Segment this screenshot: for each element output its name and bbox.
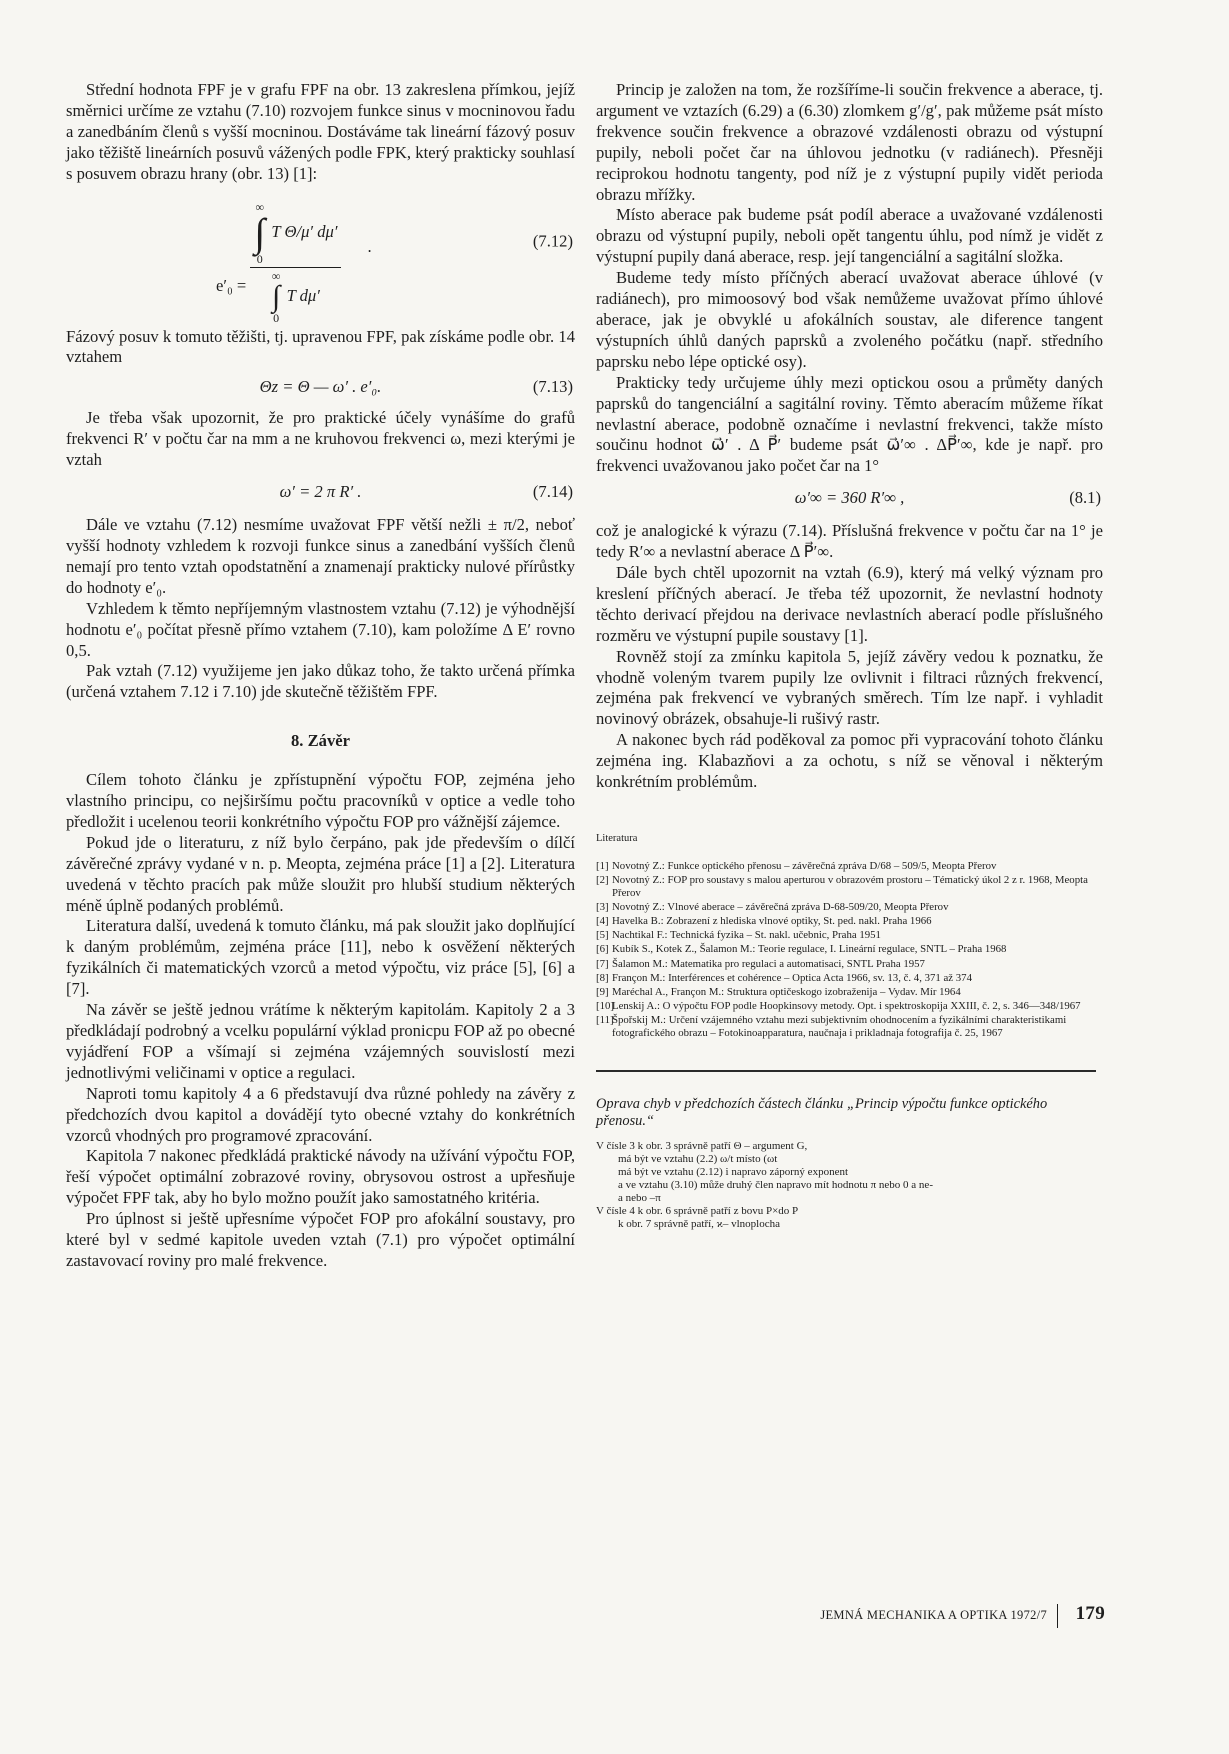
equation-7-13	[66, 374, 575, 400]
correction-line: k obr. 7 správně patří, ϰ– vlnoplocha	[596, 1218, 780, 1231]
correction-line: a nebo –π	[596, 1192, 661, 1205]
denominator-expression: T dμ′	[286, 285, 320, 305]
reference-number: [4]	[596, 915, 609, 928]
reference-text: Havelka B.: Zobrazení z hlediska vlnové optiky, St. ped. nakl. Praha 1966	[612, 915, 932, 928]
reference-item	[596, 929, 1103, 942]
equation-number: (7.13)	[532, 377, 573, 397]
equation-number: (7.14)	[532, 482, 573, 502]
equation-expression: Θz = Θ — ω′ . e′₀.	[259, 377, 382, 397]
reference-item	[596, 943, 1103, 956]
paragraph: Literatura další, uvedená k tomuto článku, má pak sloužit jako doplňující k daným problémům, zejména práce [11], nebo k osvěžení některých fyzikálních či matematických vzorců a metod výpočtu, viz práce [5], [6] a [7].	[66, 916, 575, 999]
paragraph: Dále bych chtěl upozornit na vztah (6.9), který má velký význam pro kreslení příčných aberací. Je třeba též upozornit, že nevlastní hodnoty těchto derivací přejdou na derivace nevlastních aberací podle příslušného rozměru ve výstupní pupile soustavy [1].	[596, 563, 1103, 645]
journal-title: JEMNÁ MECHANIKA A OPTIKA 1972/7	[820, 1608, 1047, 1622]
reference-text: Šalamon M.: Matematika pro regulaci a automatisaci, SNTL Praha 1957	[612, 957, 925, 970]
page-number: 179	[1075, 1603, 1105, 1624]
reference-number: [3]	[596, 901, 609, 914]
correction-title: Oprava chyb v předchozích částech článku „Princip výpočtu funkce optického přenosu.“	[596, 1096, 1048, 1130]
integral-sign: ∫	[254, 209, 266, 255]
reference-text: Maréchal A., Françon M.: Struktura optičeskogo izobraženija – Vydav. Mír 1964	[612, 985, 961, 998]
paragraph: Prakticky tedy určujeme úhly mezi optickou osou a průměty daných paprsků do tangenciální a sagitální roviny. Těmto aberacím můžeme říkat nevlastní aberace, podobně označíme i nevlastní frekvenci, takže místo součinu hodnot ω⃗′ . Δ P⃗′ budeme psát ω⃗′∞ . ΔP⃗′∞, kde je např. pro frekvenci uvažovanou jako počet čar na 1°	[596, 372, 1103, 476]
paragraph: Fázový posuv k tomuto těžišti, tj. upravenou FPF, pak získáme podle obr. 14 vztahem	[66, 326, 575, 367]
paragraph: Pak vztah (7.12) využijeme jen jako důkaz toho, že takto určená přímka (určená vztahem 7.12 i 7.10) jde skutečně těžištěm FPF.	[66, 661, 575, 702]
integral-lower-limit: 0	[273, 310, 280, 325]
reference-text: Špořskij M.: Určení vzájemného vztahu mezi subjektivním ohodnocením a fyzikálními charakteristikami fotografického obrazu – Fotokinoapparatura, naučnaja i prikladnaja fotografija č. 25, 1967	[612, 1013, 1067, 1040]
reference-item	[596, 1000, 1103, 1013]
paragraph: Princip je založen na tom, že rozšíříme-li součin frekvence a aberace, tj. argument ve vztazích (6.29) a (6.30) zlomkem g′/g′, pak můžeme psát místo frekvence součin frekvence a obrazové vzdálenosti obrazu od výstupní pupily, neboli počet čar na úhlovou jednotku (v radiánech). Přesněji reciprokou hodnotu tangenty, pod níž je z výstupní pupily vidět perioda obrazu mřížky.	[596, 80, 1103, 204]
correction-line: má být ve vztahu (2.2) ω/t místo (ωt	[596, 1153, 778, 1166]
reference-number: [5]	[596, 929, 609, 942]
paragraph: Budeme tedy místo příčných aberací uvažovat aberace úhlové (v radiánech), pro mimoosový bod však nemůžeme uvažovat přímo úhlové aberace, jak je obvyklé u afokálních soustav, ale diference tangent výstupních úhlů daných paprsků a zvoleného počátku (např. středního paprsku nebo lépe optické osy).	[596, 268, 1103, 371]
reference-item	[596, 874, 1103, 900]
reference-number: [11]	[596, 1013, 614, 1026]
reference-text: Novotný Z.: FOP pro soustavy s malou aperturou v obrazovém prostoru – Tématický úkol 2 z r. 1968, Meopta Přerov	[612, 874, 1088, 900]
divider	[1057, 1604, 1058, 1628]
correction-list	[596, 1140, 1103, 1231]
numerator-expression: T Θ/μ′ dμ′	[271, 221, 338, 241]
reference-text: Lenskij A.: O výpočtu FOP podle Hoopkinsovy metody. Opt. i spektroskopija XXIII, č. 2, s. 346—348/1967	[612, 999, 1081, 1012]
paragraph: A nakonec bych rád poděkoval za pomoc při vypracování tohoto článku zejména ing. Klabazňovi a za ochotu, s níž se věnoval i některým konkrétním problémům.	[596, 730, 1103, 792]
paragraph: Vzhledem k těmto nepříjemným vlastnostem vztahu (7.12) je výhodnější hodnotu e′₀ počítat přesně přímo vztahem (7.10), kam položíme Δ E′ rovno 0,5.	[66, 598, 575, 660]
integral-upper-limit: ∞	[255, 199, 265, 214]
equation-dot: .	[367, 236, 372, 256]
reference-item	[596, 1014, 1103, 1040]
reference-text: Novotný Z.: Funkce optického přenosu – závěrečná zpráva D/68 – 509/5, Meopta Přerov	[612, 859, 997, 872]
reference-text: Françon M.: Interférences et cohérence – Optica Acta 1966, sv. 13, č. 4, 371 až 374	[612, 971, 972, 984]
equation-fraction	[250, 201, 341, 324]
reference-number: [10]	[596, 999, 614, 1012]
reference-item	[596, 901, 1103, 914]
paragraph: Na závěr se ještě jednou vrátíme k některým kapitolám. Kapitoly 2 a 3 předkládají podrobný a vcelku populární výklad pronicpu FOP až po obecné vyjádření FOP a všímají si zejména vzájemných souvislostí mezi jednotlivými veličinami v optice a regulaci.	[66, 1000, 575, 1082]
section-heading: 8. Závěr	[291, 731, 350, 751]
correction-line: V čísle 3 k obr. 3 správně patří Θ – argument G,	[596, 1140, 808, 1153]
paragraph: Rovněž stojí za zmínku kapitola 5, jejíž závěry vedou k poznatku, že vhodně voleným tvarem pupily lze ovlivnit i filtraci různých frekvencí, zejména pak frekvencí ve vybraných směrech. Tím lze např. i vyhladit novinový obrázek, obsahuje-li rušivý rastr.	[596, 646, 1103, 729]
reference-number: [8]	[596, 971, 609, 984]
correction-line: a ve vztahu (3.10) může druhý člen napravo mít hodnotu π nebo 0 a ne-	[596, 1179, 933, 1192]
paragraph: Kapitola 7 nakonec předkládá praktické návody na užívání výpočtu FOP, řeší výpočet optimální zobrazové roviny, obrysovou ostrost a upřesňuje výpočet FPF tak, aby ho bylo možno použít jako samostatného kritéria.	[66, 1146, 575, 1208]
left-column	[66, 80, 575, 1272]
equation-7-14	[66, 477, 575, 507]
equation-expression: ω′∞ = 360 R′∞ ,	[794, 488, 905, 508]
reference-item	[596, 958, 1103, 971]
paragraph: Dále ve vztahu (7.12) nesmíme uvažovat FPF větší nežli ± π/2, neboť vyšší hodnoty vzhledem k rozvoji funkce sinus a zanedbání vyšších členů nemají pro tento vztah opodstatnění a znamenají prakticky nulové přírůstky do hodnoty e′₀.	[66, 515, 575, 597]
paragraph: Místo aberace pak budeme psát podíl aberace a uvažované vzdálenosti obrazu od výstupní pupily, neboli opět tangentu úhlu, pod nímž je vidět z výstupní pupily daná aberace, resp. její tangenciální a sagitální složka.	[596, 205, 1103, 267]
paragraph: Střední hodnota FPF je v grafu FPF na obr. 13 zakreslena přímkou, jejíž směrnici určíme ze vztahu (7.10) rozvojem funkce sinus v mocninovou řadu a zanedbáním členů s vyšší mocninou. Dostáváme tak lineární fázový posuv jako těžiště lineárních posuvů vážených podle FPK, který prakticky souhlasí s posuvem obrazu hrany (obr. 13) [1]:	[66, 80, 575, 183]
right-column	[596, 80, 1103, 1231]
paragraph: což je analogické k výrazu (7.14). Příslušná frekvence v počtu čar na 1° je tedy R′∞ a nevlastní aberace Δ P⃗′∞.	[596, 521, 1103, 562]
integral-upper-limit: ∞	[271, 268, 281, 283]
equation-7-12	[66, 191, 575, 325]
paragraph: Naproti tomu kapitoly 4 a 6 představují dva různé pohledy na závěry z předchozích dvou kapitol a dovádějí tyto obecné vztahy do konkrétních vzorců vhodných pro programové zpracování.	[66, 1083, 575, 1145]
reference-number: [6]	[596, 943, 609, 956]
reference-number: [7]	[596, 957, 609, 970]
reference-item	[596, 986, 1103, 999]
equation-expression: ω′ = 2 π R′ .	[279, 482, 362, 502]
reference-text: Novotný Z.: Vlnové aberace – závěrečná zpráva D-68-509/20, Meopta Přerov	[612, 901, 949, 914]
reference-list	[596, 860, 1103, 1040]
divider	[596, 1070, 1096, 1072]
paragraph: Je třeba však upozornit, že pro praktické účely vynášíme do grafů frekvenci R′ v počtu čar na mm a ne kruhovou frekvenci ω, mezi kterými je vztah	[66, 408, 575, 470]
equation-8-1	[596, 483, 1103, 513]
reference-item	[596, 972, 1103, 985]
paragraph: Pro úplnost si ještě upřesníme výpočet FOP pro afokální soustavy, pro které byl v sedmé kapitole uveden vztah (7.1) pro výpočet optimální zastavovací roviny pro malé frekvence.	[66, 1209, 575, 1270]
reference-item	[596, 860, 1103, 873]
references-title: Literatura	[596, 833, 638, 844]
reference-number: [1]	[596, 859, 609, 872]
integral-lower-limit: 0	[256, 251, 263, 266]
reference-text: Kubík S., Kotek Z., Šalamon M.: Teorie regulace, I. Lineární regulace, SNTL – Praha 1968	[612, 943, 1007, 956]
paragraph: Cílem tohoto článku je zpřístupnění výpočtu FOP, zejména jeho vlastního principu, co nejširšímu počtu pracovníků v optice a vedle toho předložit i ucelenou teorii konkrétního výpočtu FOP pro vážnější zájemce.	[66, 770, 575, 831]
reference-text: Nachtikal F.: Technická fyzika – St. nakl. učebnic, Praha 1951	[612, 929, 881, 942]
integral-sign: ∫	[272, 279, 281, 313]
equation-number: (8.1)	[1069, 488, 1101, 508]
reference-number: [9]	[596, 985, 609, 998]
paragraph: Pokud jde o literaturu, z níž bylo čerpáno, pak jde především o dílčí závěrečné zprávy vydané v n. p. Meopta, zejména práce [1] a [2]. Literatura uvedená v těchto pracích pak může sloužit pro hlubší studium některých méně úplně podaných problémů.	[66, 832, 575, 915]
correction-line: V čísle 4 k obr. 6 správně patří z bovu P×do P	[596, 1205, 799, 1218]
reference-number: [2]	[596, 874, 609, 886]
equation-number: (7.12)	[532, 231, 573, 251]
correction-line: má být ve vztahu (2.12) i napravo záporný exponent	[596, 1166, 849, 1179]
equation-lhs: e′₀ =	[216, 275, 247, 295]
reference-item	[596, 915, 1103, 928]
